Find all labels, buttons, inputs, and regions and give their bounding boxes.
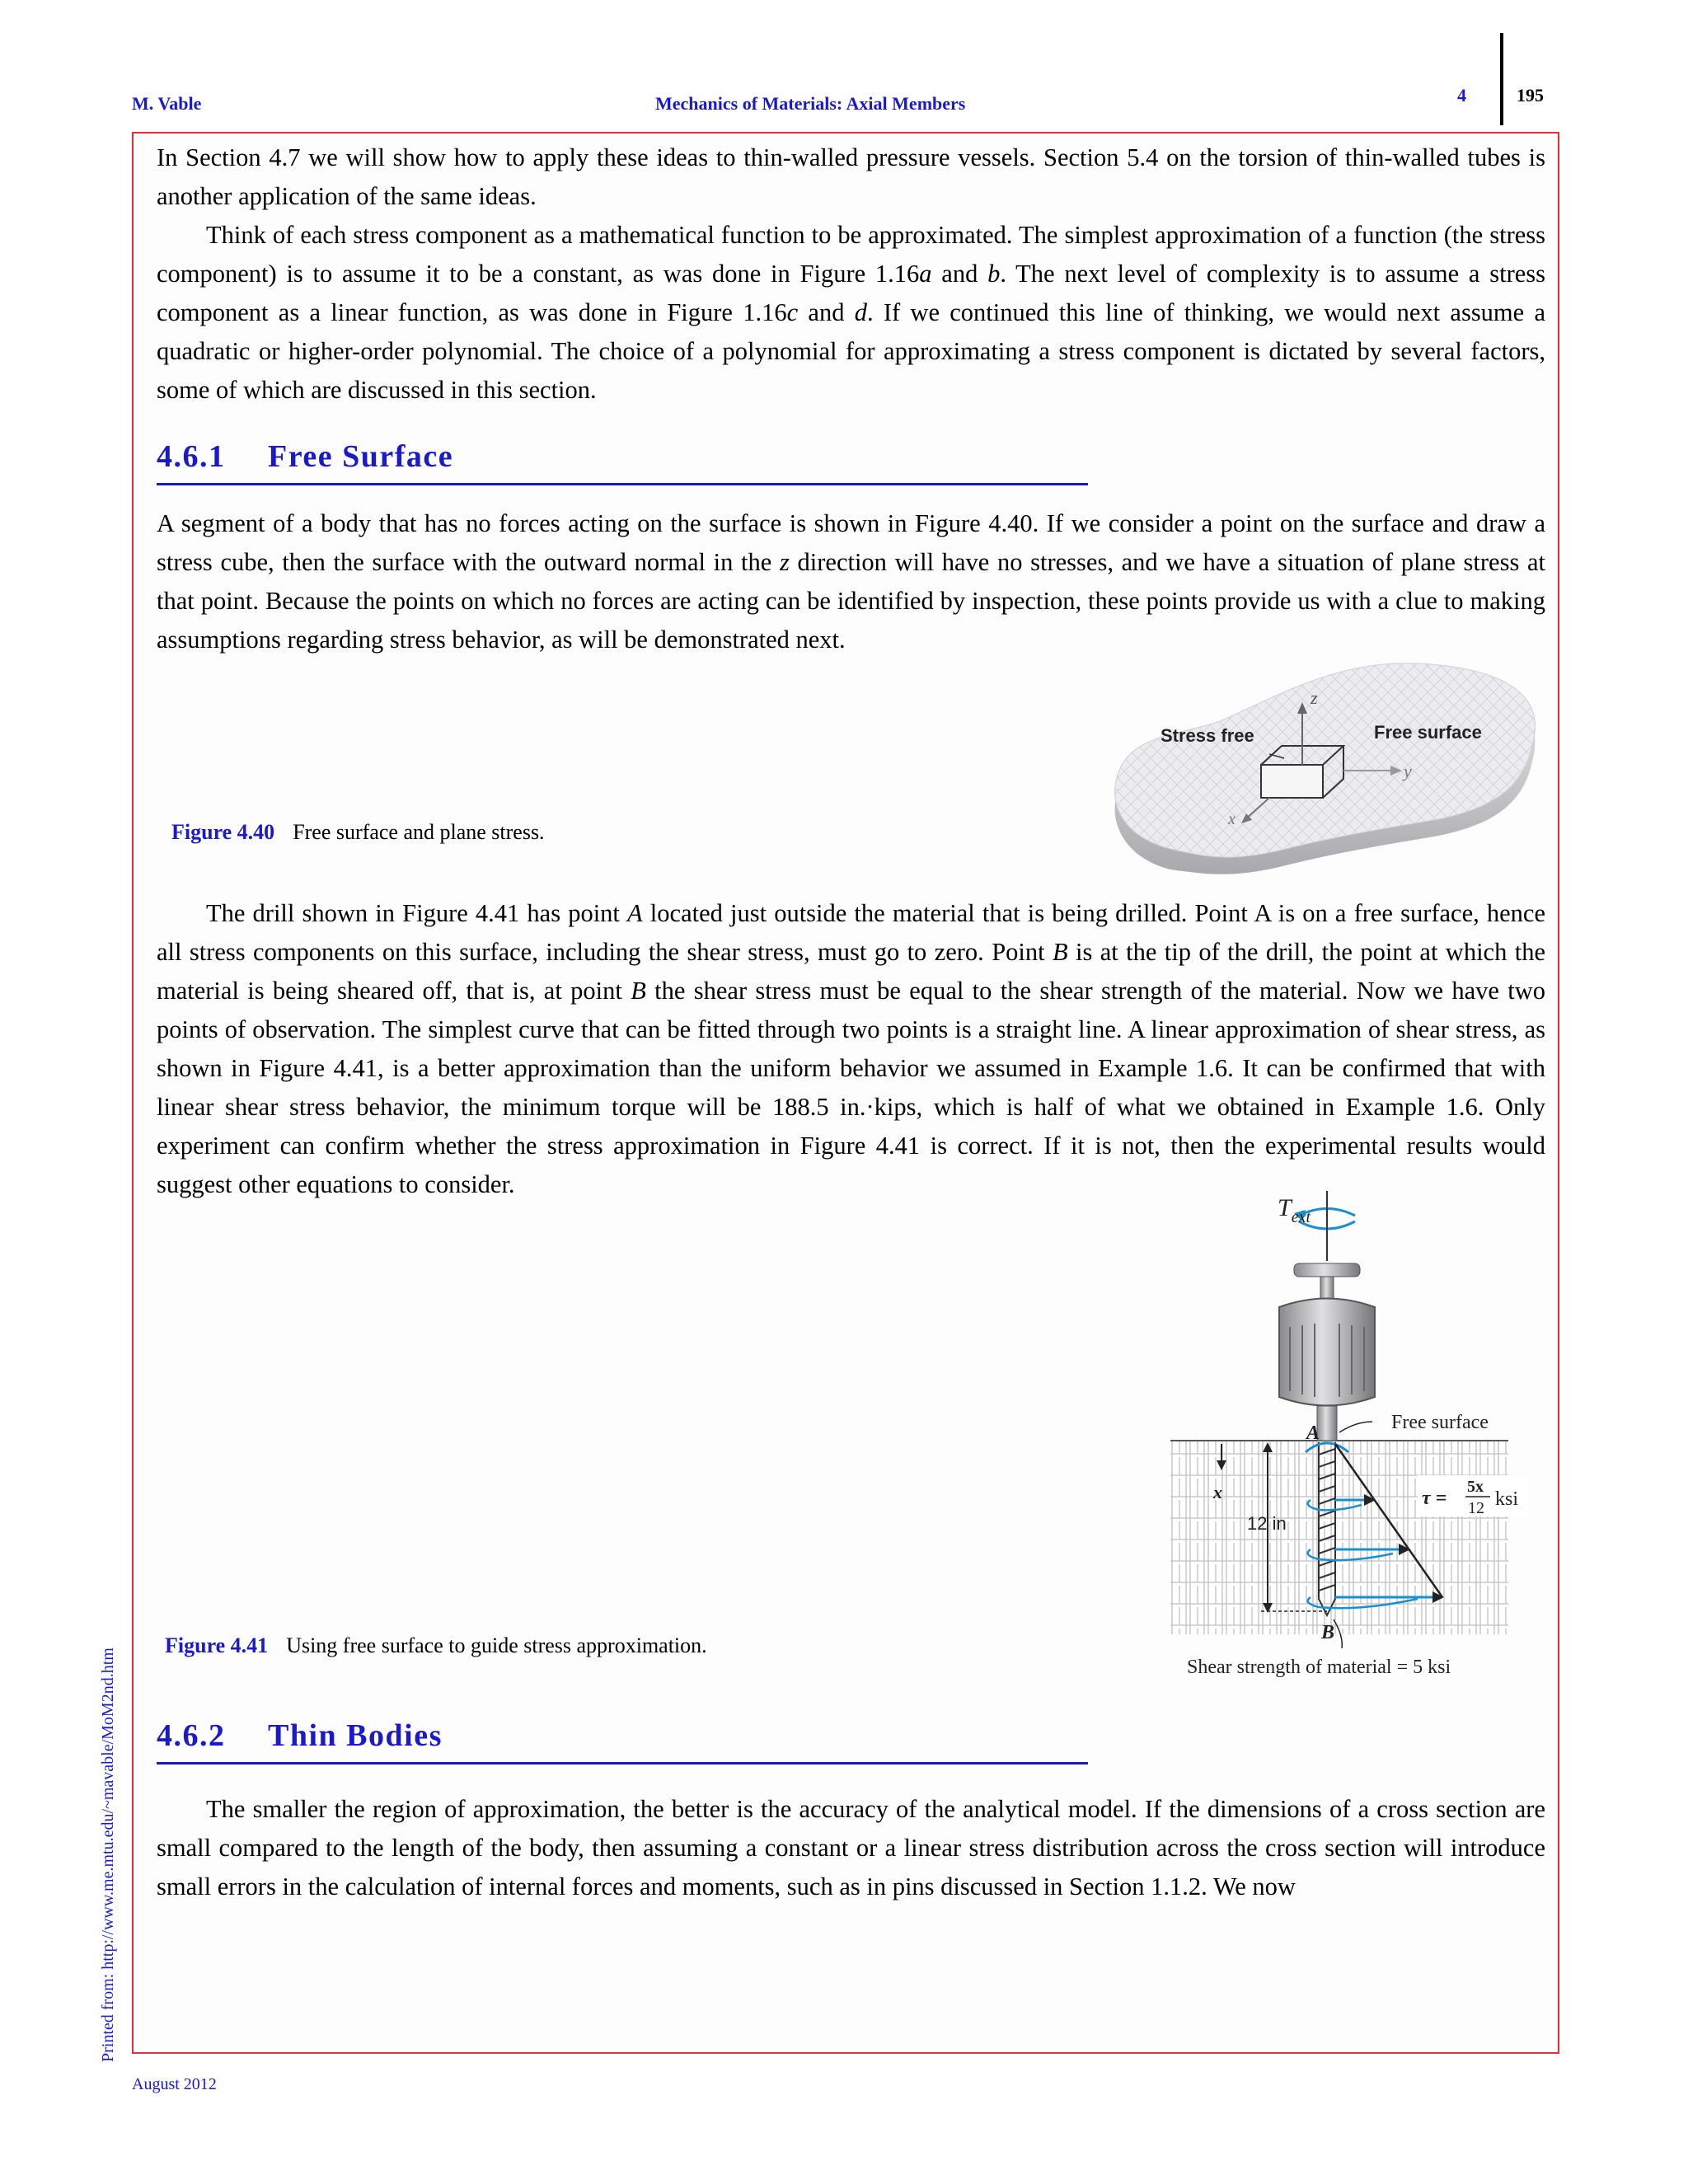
axis-label-y: y	[1404, 761, 1412, 781]
figure-4-40-caption: Figure 4.40 Free surface and plane stress.	[171, 820, 545, 844]
point-b-label: B	[1321, 1622, 1335, 1643]
printed-from-note: Printed from: http://www.me.mtu.edu/~mavable/MoM2nd.htm	[99, 1647, 117, 2062]
free-surface-label: Free surface	[1391, 1412, 1489, 1433]
thin-bodies-paragraph: The smaller the region of approximation, the better is the accuracy of the analytical model. If the dimensions of a cross section are small compared to the length of the body, then assuming a constant or a linear stress distribution across the cross section will introduce small errors in the calculation of internal forces and moments, such as in pins discussed in Section 1.1.2. We now	[157, 1795, 1545, 1900]
intro-paragraph-2: Think of each stress component as a mathematical function to be approximated. The simplest approximation of a function (the stress component) is to assume it to be a constant, as was done in Figure 1.16a and b. The next level of complexity is to assume a stress component as a linear function, as was done in Figure 1.16c and d. If we continued this line of thinking, we would next assume a quadratic or higher-order polynomial. The choice of a polynomial for approximating a stress component is dictated by several factors, some of which are discussed in this section.	[157, 221, 1545, 404]
free-surface-paragraph: A segment of a body that has no forces acting on the surface is shown in Figure 4.40. If we consider a point on the surface and draw a stress cube, then the surface with the outward normal in the z direction will have no stresses, and we have a situation of plane stress at that point. Because the points on which no forces are acting can be identified by inspection, these points provide us with a clue to making assumptions regarding stress behavior, as will be demonstrated next.	[157, 509, 1545, 654]
section-heading-thin-bodies: 4.6.2 Thin Bodies	[157, 1718, 443, 1753]
header-divider	[1500, 33, 1503, 125]
label-free-surface: Free surface	[1374, 722, 1482, 743]
point-a-label: A	[1306, 1422, 1320, 1444]
label-stress-free: Stress free	[1160, 725, 1254, 746]
svg-text:τ =: τ =	[1422, 1488, 1447, 1509]
footer-date: August 2012	[132, 2075, 217, 2093]
header-book-title: Mechanics of Materials: Axial Members	[655, 93, 966, 114]
thin-bodies-text	[157, 1790, 1545, 1906]
intro-text	[157, 138, 1545, 410]
torque-label: $T_{ext}$	[1278, 1194, 1311, 1226]
axis-label-z: z	[1311, 687, 1318, 708]
tau-equation	[1418, 1475, 1529, 1517]
shear-strength-note: Shear strength of material = 5 ksi	[1187, 1657, 1451, 1678]
header-chapter-number: 4	[1457, 85, 1466, 105]
figure-4-41-illustration	[1170, 1187, 1550, 1690]
figure-4-41-caption: Figure 4.41 Using free surface to guide stress approximation.	[165, 1633, 707, 1657]
header-page-number: 195	[1517, 85, 1544, 105]
material-block	[1170, 1441, 1508, 1634]
svg-text:5x: 5x	[1467, 1478, 1484, 1496]
section-rule	[157, 1762, 1088, 1765]
intro-paragraph-1: In Section 4.7 we will show how to apply these ideas to thin-walled pressure vessels. Section 5.4 on the torsion of thin-walled tubes is another application of the same ideas.	[157, 143, 1545, 210]
figure-4-40-illustration	[1071, 659, 1550, 890]
axis-label-x: x	[1228, 810, 1236, 828]
section-heading-free-surface: 4.6.1 Free Surface	[157, 439, 454, 474]
drill-handle	[1279, 1263, 1375, 1441]
depth-x-label: x	[1213, 1482, 1222, 1502]
header-author: M. Vable	[132, 93, 202, 114]
section-rule	[157, 483, 1088, 485]
drill-text	[157, 894, 1545, 1204]
svg-text:12: 12	[1468, 1499, 1484, 1517]
free-surface-text	[157, 504, 1545, 659]
depth-12in-label: 12 in	[1247, 1513, 1287, 1534]
svg-text:ksi: ksi	[1495, 1488, 1519, 1510]
body-top-surface	[1115, 663, 1536, 858]
drill-paragraph: The drill shown in Figure 4.41 has point A located just outside the material that is being drilled. Point A is on a free surface, hence all stress components on this surface, including the shear stress, must go to zero. Point B is at the tip of the drill, the point at which the material is being sheared off, that is, at point B the shear stress must be equal to the shear strength of the material. Now we have two points of observation. The simplest curve that can be fitted through two points is a straight line. A linear approximation of shear stress, as shown in Figure 4.41, is a better approximation than the uniform behavior we assumed in Example 1.6. It can be confirmed that with linear shear stress behavior, the minimum torque will be 188.5 in.·kips, which is half of what we obtained in Example 1.6. Only experiment can confirm whether the stress approximation in Figure 4.41 is correct. If it is not, then the experimental results would suggest other equations to consider.	[157, 899, 1546, 1198]
